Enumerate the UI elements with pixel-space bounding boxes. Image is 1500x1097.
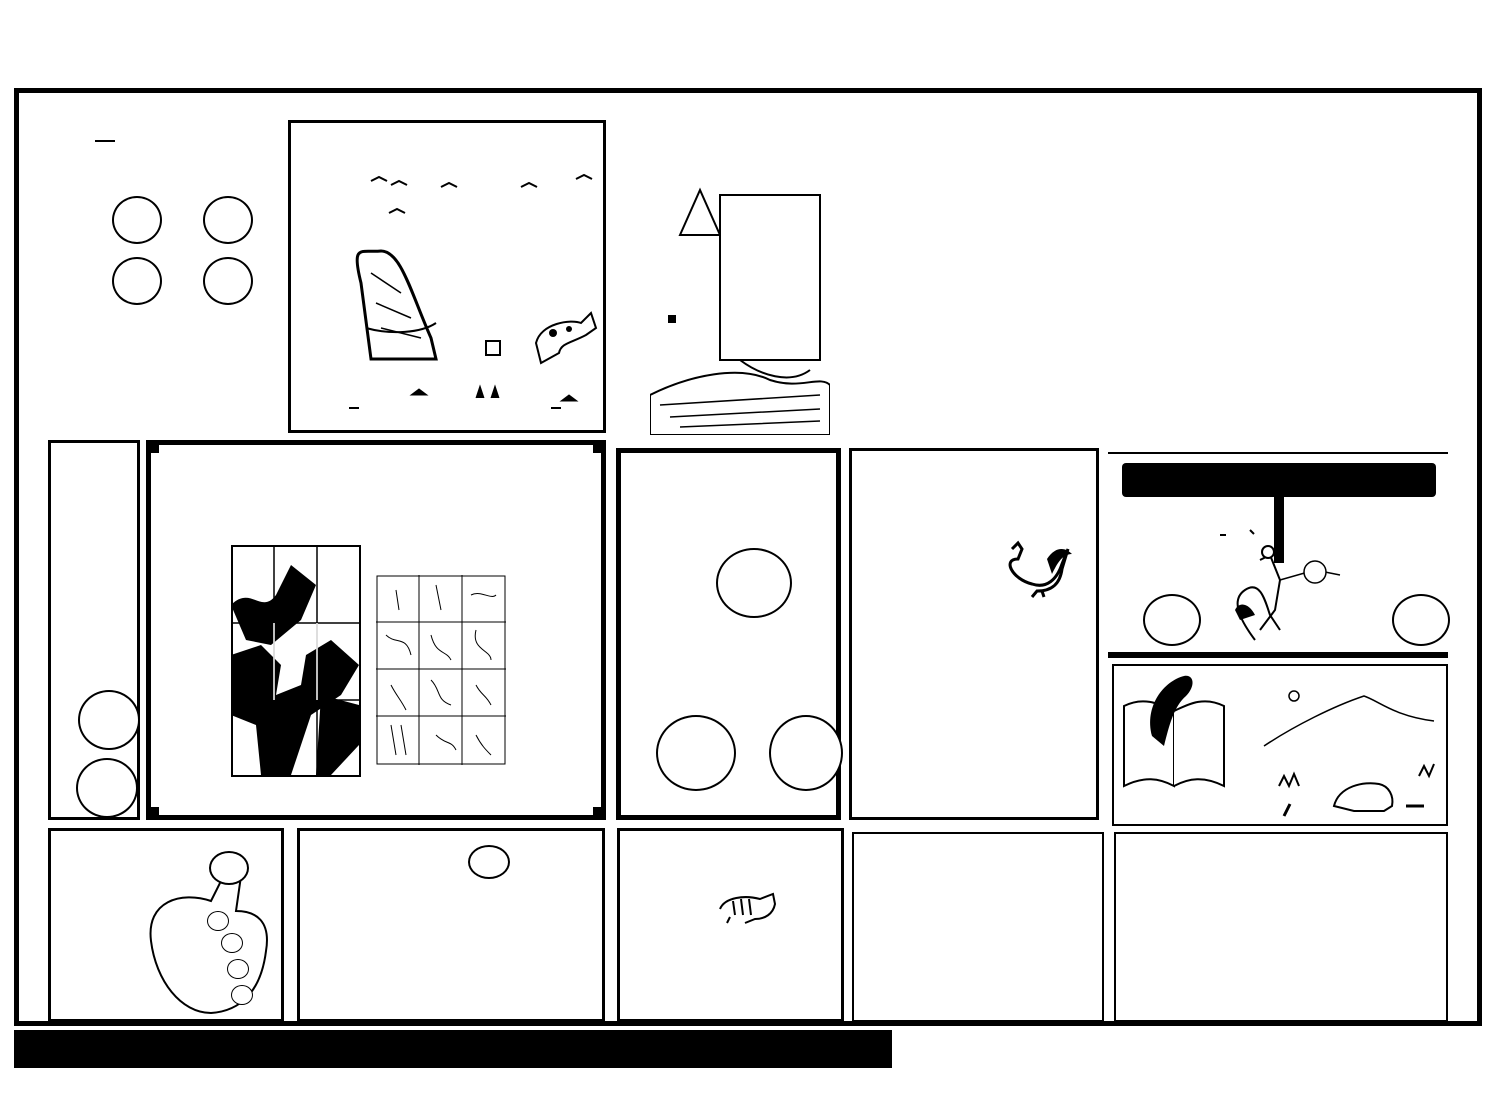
lucky-box <box>849 448 1099 820</box>
lucky-zodiac-box <box>617 828 844 1022</box>
open-tab-right <box>1282 463 1436 497</box>
special-number <box>468 845 510 879</box>
rescue-box <box>852 832 1104 1022</box>
solve-picture-box <box>1112 664 1448 826</box>
tower-illustration <box>650 135 830 435</box>
predict-number <box>112 196 162 244</box>
riddle-picture-box <box>288 120 606 433</box>
recommend-number <box>231 985 253 1005</box>
recommend-number <box>227 959 249 979</box>
cold-number <box>76 758 138 818</box>
rock-dog-illustration <box>291 123 603 430</box>
special-number-box <box>297 828 605 1022</box>
recommend-number <box>209 851 249 885</box>
tiger-icon <box>715 889 779 925</box>
predict-number <box>112 257 162 305</box>
man-fishing-illustration <box>1210 520 1360 645</box>
recommend-box <box>48 828 284 1022</box>
cold-number <box>78 690 140 750</box>
rooster-icon <box>1002 539 1074 599</box>
zodiac-puzzle-box <box>146 440 606 820</box>
puzzle-grid-sketch <box>376 575 506 765</box>
recommend-number <box>221 933 243 953</box>
open-tab-left <box>1122 463 1278 497</box>
book-mountain-illustration <box>1114 666 1446 824</box>
masthead-building <box>650 135 830 439</box>
predict-number <box>203 196 253 244</box>
drag-number <box>769 715 843 791</box>
bold-drag-box <box>616 448 841 820</box>
recommend-number <box>207 911 229 931</box>
drag-number <box>656 715 736 791</box>
puzzle-grid-dark <box>231 545 361 777</box>
footer-bar <box>14 1030 892 1068</box>
bold-number <box>716 548 792 618</box>
predict-number <box>203 257 253 305</box>
open-number <box>1392 594 1450 646</box>
predict-title <box>95 138 115 142</box>
open-number <box>1143 594 1201 646</box>
notice-box <box>1114 832 1448 1022</box>
